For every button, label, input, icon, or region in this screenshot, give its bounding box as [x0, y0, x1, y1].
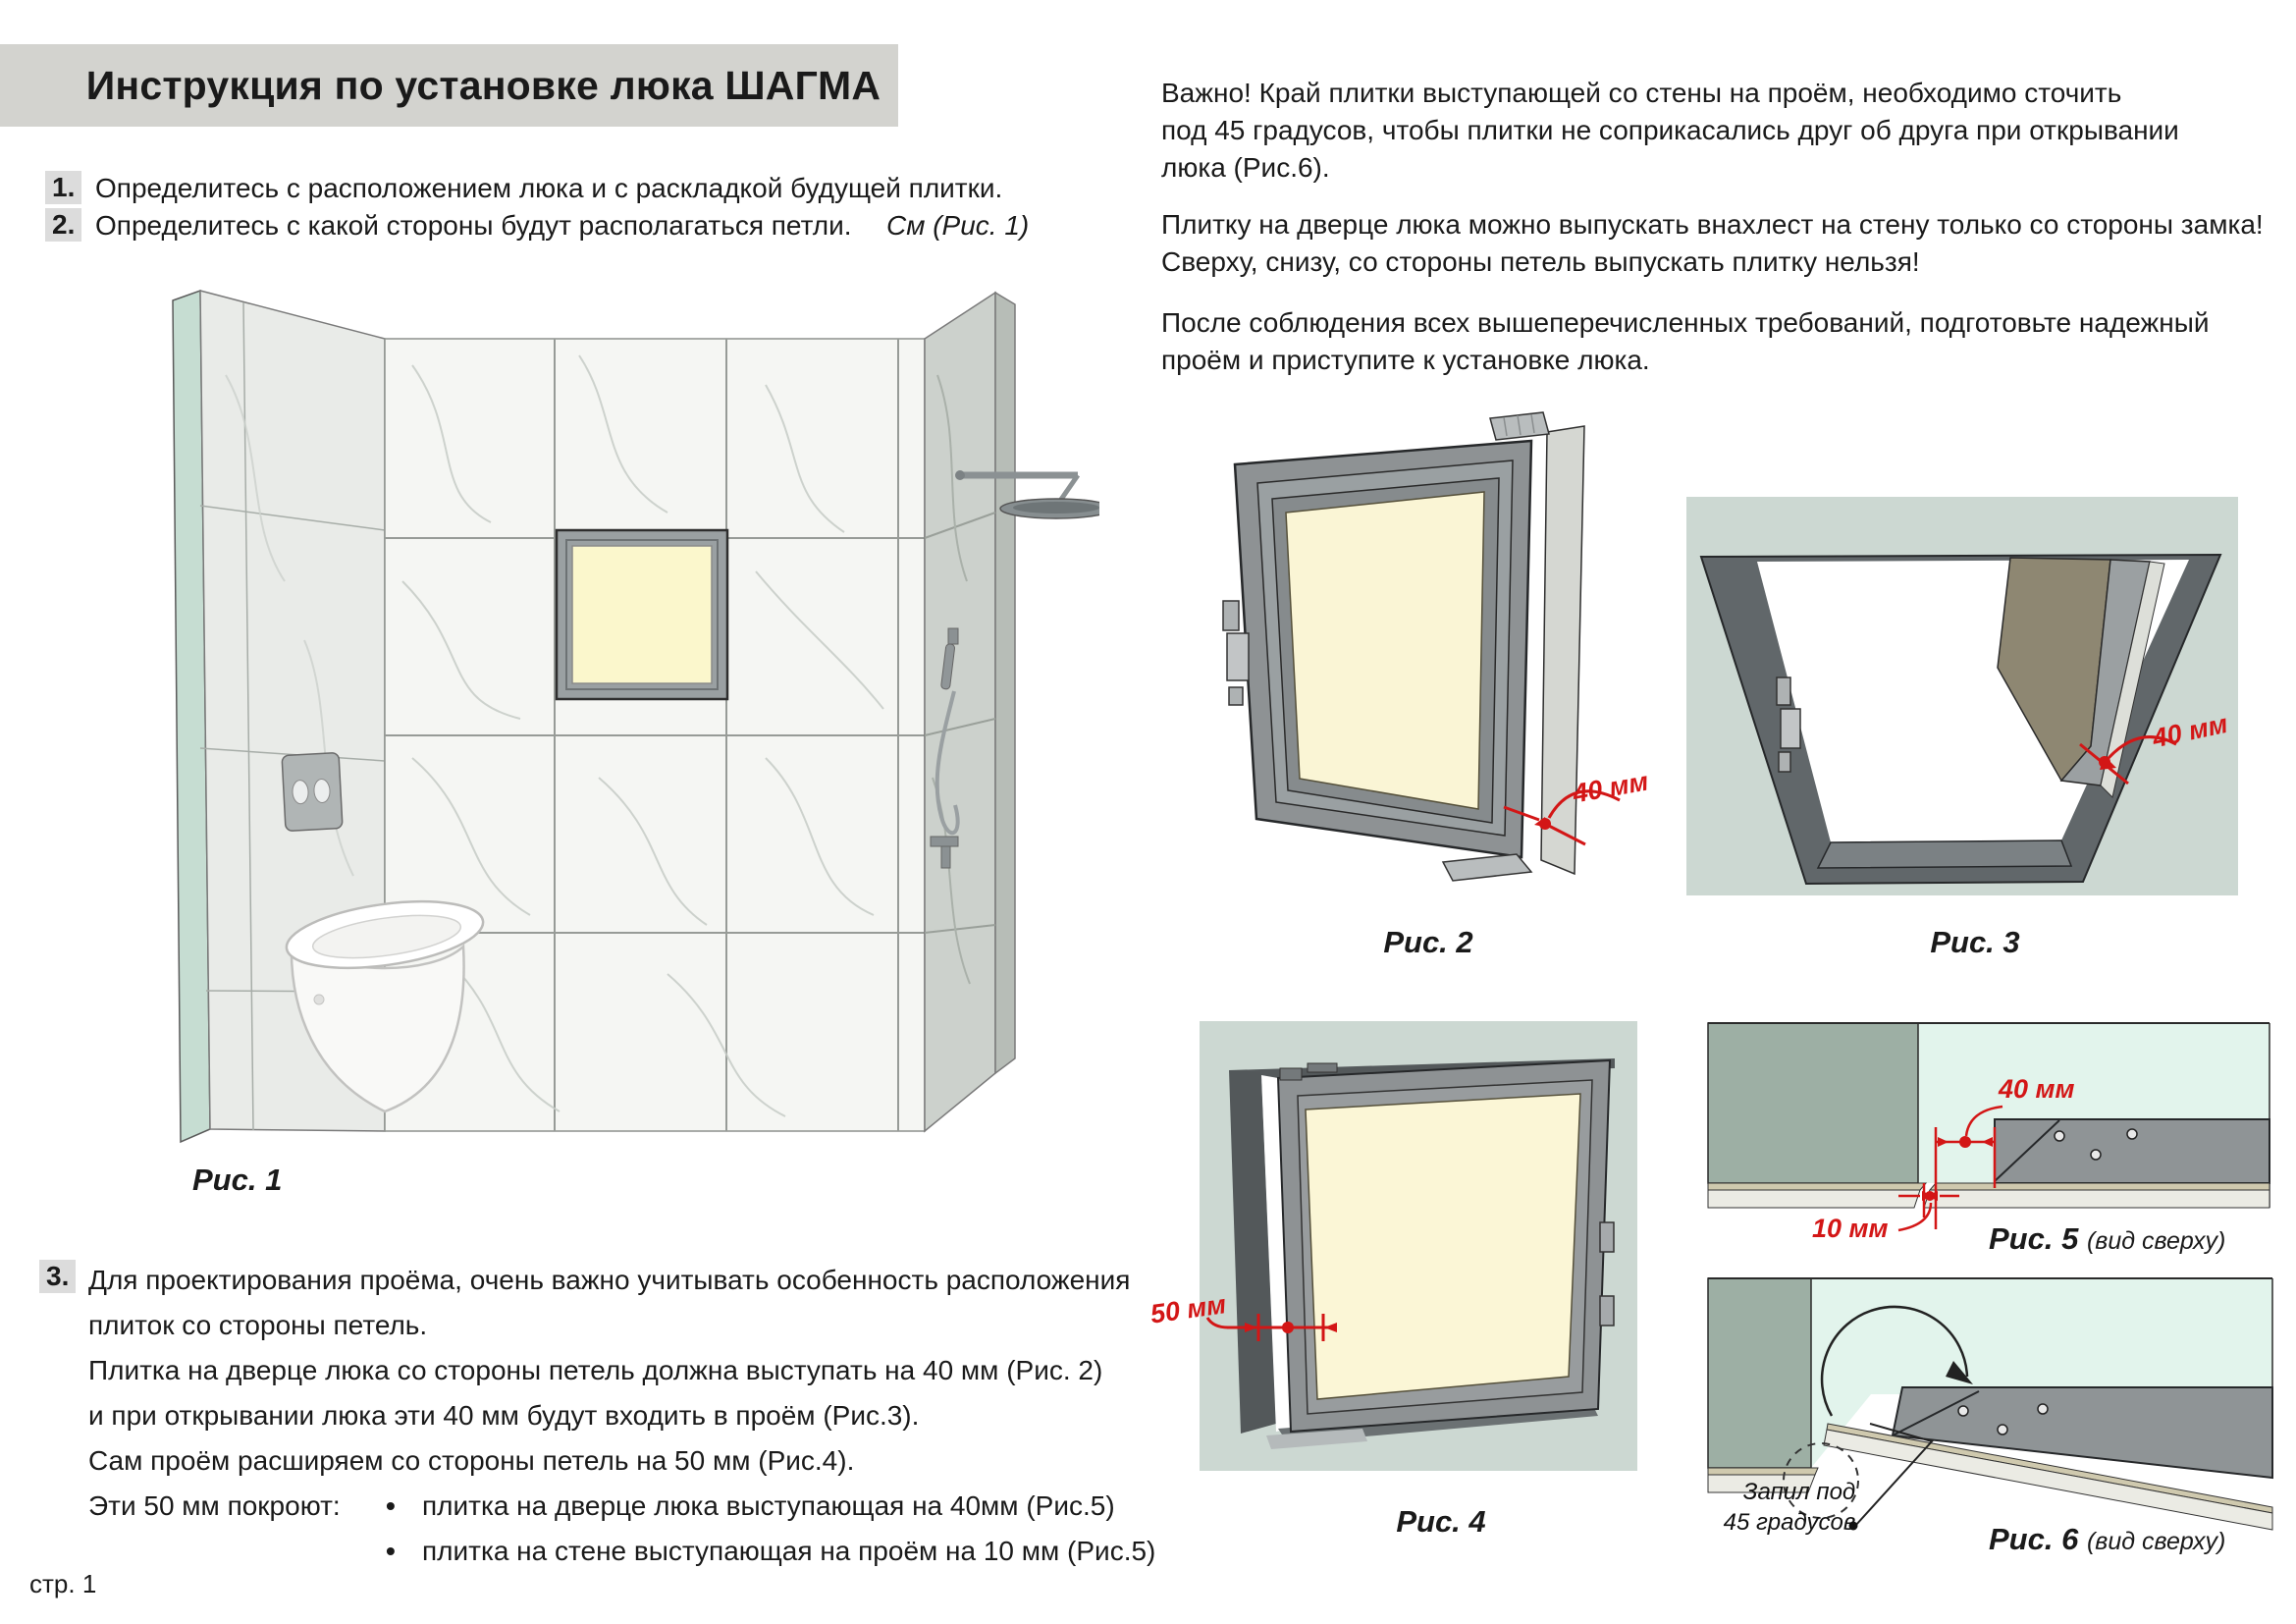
figure-5-caption [1989, 1221, 2225, 1257]
text-line: Важно! Край плитки выступающей со стены на проём, необходимо сточить [1161, 78, 2122, 108]
figure-6-note-line2: 45 градусов [1723, 1509, 1856, 1536]
text-line: проём и приступите к установке люка. [1161, 345, 1650, 375]
figure-2-caption: Рис. 2 [1383, 925, 1473, 959]
figure-1-illustration [157, 287, 1099, 1170]
figure-5-caption-suffix: (вид сверху) [2086, 1227, 2226, 1255]
figure-5-dim-40: 40 мм [1999, 1074, 2075, 1104]
bullet-icon: • [386, 1536, 396, 1566]
figure-5-dim-10: 10 мм [1812, 1214, 1889, 1243]
paragraph-prepare [1161, 304, 2210, 379]
step-1-number: 1. [45, 171, 81, 204]
figure-1-caption: Рис. 1 [192, 1163, 283, 1197]
step-3-number: 3. [39, 1260, 76, 1293]
figure-2-illustration [1200, 405, 1661, 925]
paragraph-important [1161, 75, 2179, 187]
door-cream-panel [1286, 492, 1484, 809]
figure-2-dim-label: 40 мм [1571, 766, 1651, 809]
step-3-line1: Для проектирования проёма, очень важно учитывать особенность расположения [88, 1265, 1131, 1295]
step-3-line6: Эти 50 мм покроют: [88, 1490, 341, 1521]
wall-block [1708, 1023, 1918, 1183]
opening-door [1824, 1387, 2272, 1530]
right-wall [925, 293, 995, 1131]
step-2-number: 2. [45, 208, 81, 242]
step-3-bullet1: плитка на дверце люка выступающая на 40мм (Рис.5) [422, 1490, 1115, 1521]
figure-4-caption: Рис. 4 [1396, 1504, 1486, 1539]
step-3-line5: Сам проём расширяем со стороны петель на 50 мм (Рис.4). [88, 1445, 855, 1476]
figure-4-dim-label: 50 мм [1148, 1289, 1228, 1329]
proem-background [1811, 1278, 2272, 1394]
door-cream-panel [1306, 1094, 1580, 1399]
figure-4-illustration [1196, 1017, 1642, 1479]
figure-6-caption-suffix: (вид сверху) [2086, 1528, 2226, 1555]
hatch-in-wall [557, 530, 727, 699]
figure-6-note-line1: Запил под [1742, 1479, 1856, 1505]
flush-plate [282, 753, 343, 832]
figure-6-caption-main: Рис. 6 [1989, 1522, 2079, 1556]
see-figure-1-note: См (Рис. 1) [886, 210, 1030, 241]
step-3-line2: плиток со стороны петель. [88, 1310, 428, 1340]
step-3-line4: и при открывании люка эти 40 мм будут входить в проём (Рис.3). [88, 1400, 920, 1431]
text-line: люка (Рис.6). [1161, 152, 1330, 183]
step-3-bullet2: плитка на стене выступающая на проём на 10 мм (Рис.5) [422, 1536, 1156, 1566]
figure-6-caption [1989, 1522, 2225, 1557]
hatch-door-panel [572, 546, 712, 683]
text-line: под 45 градусов, чтобы плитки не соприкасались друг об друга при открывании [1161, 115, 2179, 145]
figure-3-illustration [1681, 491, 2269, 903]
step-1-text: Определитесь с расположением люка и с раскладкой будущей плитки. [95, 173, 1003, 203]
text-line: Плитку на дверце люка можно выпускать внахлест на стену только со стороны замка! [1161, 209, 2264, 240]
figure-5-caption-main: Рис. 5 [1989, 1221, 2079, 1256]
bullet-icon: • [386, 1490, 396, 1521]
page-title: Инструкция по установке люка ШАГМА [85, 63, 881, 108]
tile-strips [1708, 1183, 2269, 1208]
figure-3-caption: Рис. 3 [1930, 925, 2020, 959]
step-3-line3: Плитка на дверце люка со стороны петель должна выступать на 40 мм (Рис. 2) [88, 1355, 1103, 1385]
figure-3-dim-label: 40 мм [2150, 708, 2231, 754]
text-line: Сверху, снизу, со стороны петель выпускать плитку нельзя! [1161, 246, 1920, 277]
title-bar [0, 44, 898, 127]
text-line: После соблюдения всех вышеперечисленных требований, подготовьте надежный [1161, 307, 2210, 338]
paragraph-overlap-rule [1161, 206, 2264, 281]
step-2-text: Определитесь с какой стороны будут располагаться петли. [95, 210, 852, 241]
door-slab [1995, 1119, 2269, 1183]
page-number: стр. 1 [29, 1569, 97, 1598]
wall-block [1708, 1278, 1811, 1468]
